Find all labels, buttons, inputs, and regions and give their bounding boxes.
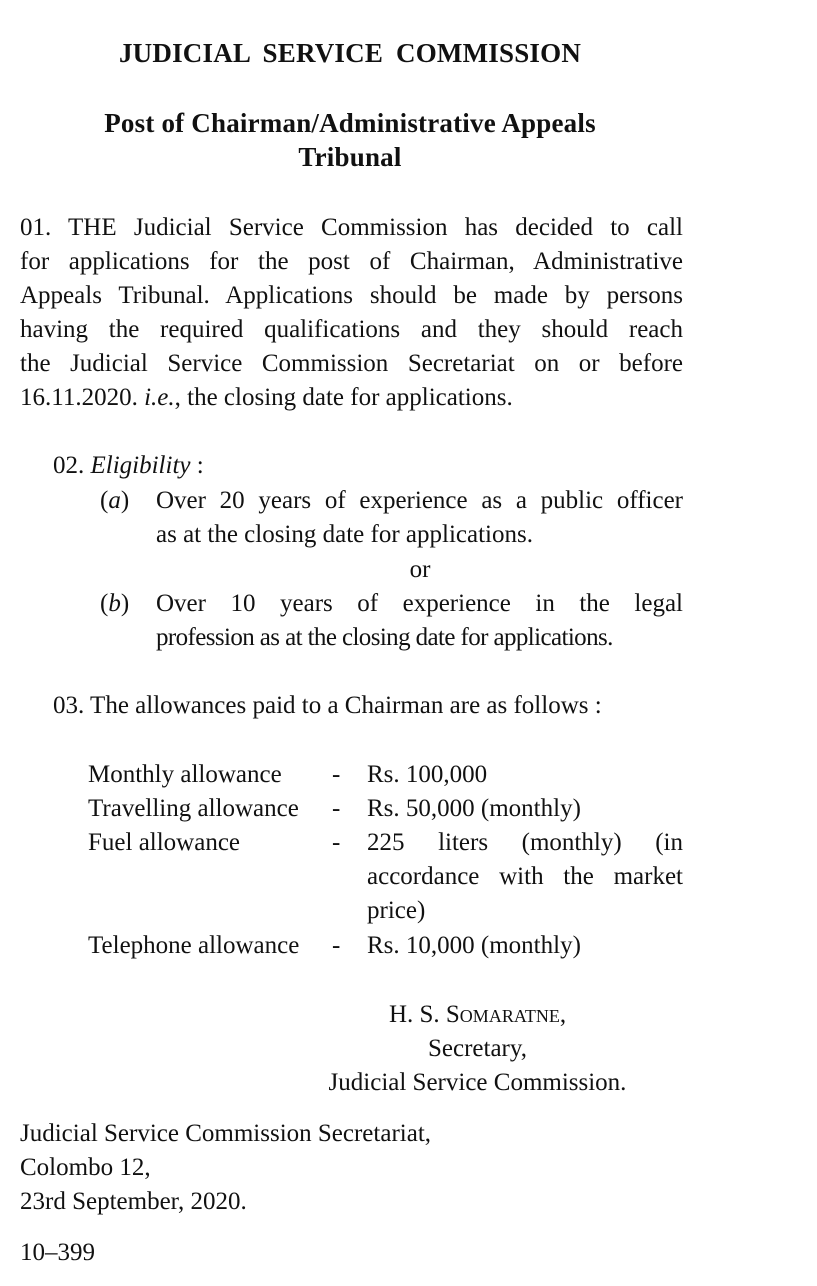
allowance-value-line: Rs. 100,000 (367, 761, 488, 788)
allowance-value-line: price) (367, 897, 426, 924)
post-title-line2: Tribunal (298, 142, 402, 172)
allowance-value-line: 225 liters (monthly) (in (367, 829, 683, 856)
heading-colon: : (190, 452, 204, 479)
allowance-value-line: accordance with the market (367, 863, 683, 890)
notice-date: 23rd September, 2020. (20, 1188, 247, 1215)
eligibility-heading (53, 449, 204, 483)
allowance-dash: - (332, 829, 341, 856)
signatory-initials: H. S. (388, 1001, 446, 1028)
paragraph-01-line: 01. THE Judicial Service Commission has decided to call (20, 214, 683, 241)
paren-close: ) (120, 590, 130, 617)
allowance-value (367, 792, 683, 826)
closing-date: 16.11.2020. (20, 384, 138, 411)
item-letter: b (108, 590, 121, 617)
address-line-1: Judicial Service Commission Secretariat, (20, 1120, 432, 1147)
eligibility-item-b (156, 587, 683, 655)
post-title-line1: Post of Chairman/Administrative Appeals (104, 108, 596, 138)
signatory-title: Secretary, (427, 1035, 527, 1062)
signatory-name (280, 998, 675, 1032)
item-a-line: as at the closing date for applications. (156, 521, 533, 548)
allowance-dash: - (332, 932, 341, 959)
signatory-surname: Somaratne (445, 1001, 560, 1028)
ie-abbrev: i.e. (144, 384, 175, 411)
paren-open: ( (100, 487, 109, 514)
paragraph-01-line: having the required qualifications and they should reach (20, 316, 683, 343)
allowance-dash: - (332, 761, 341, 788)
item-b-line: Over 10 years of experience in the legal (156, 590, 683, 617)
eligibility-label: Eligibility (90, 452, 191, 479)
address-line-2: Colombo 12, (20, 1154, 151, 1181)
eligibility-item-a (156, 484, 683, 552)
or-separator: or (409, 556, 431, 583)
item-a-label (100, 484, 129, 518)
allowance-label: Monthly allowance (88, 761, 282, 788)
item-b-label (100, 587, 129, 621)
allowance-value (367, 826, 683, 928)
allowance-label: Fuel allowance (88, 829, 241, 856)
item-letter: a (108, 487, 121, 514)
paren-close: ) (120, 487, 130, 514)
closing-date-note: , the closing date for applications. (174, 384, 513, 411)
signatory-comma: , (559, 1001, 567, 1028)
section-number: 02. (53, 452, 85, 479)
paragraph-01-line: Appeals Tribunal. Applications should be made by persons (20, 282, 683, 309)
paragraph-01-last-line (20, 381, 683, 415)
item-b-line: profession as at the closing date for applications. (156, 624, 613, 651)
allowance-label: Travelling allowance (88, 795, 299, 822)
allowance-dash: - (332, 795, 341, 822)
paragraph-01-line: the Judicial Service Commission Secretariat on or before (20, 350, 683, 377)
allowance-value (367, 758, 683, 792)
allowance-value-line: Rs. 50,000 (monthly) (367, 795, 581, 822)
organization-heading: JUDICIAL SERVICE COMMISSION (118, 38, 582, 68)
item-a-line: Over 20 years of experience as a public officer (156, 487, 683, 514)
allowance-label: Telephone allowance (88, 932, 300, 959)
paragraph-01 (20, 211, 683, 415)
signatory-organization: Judicial Service Commission. (328, 1069, 627, 1096)
paragraph-01-line: for applications for the post of Chairman, Administrative (20, 248, 683, 275)
allowances-intro: 03. The allowances paid to a Chairman are as follows : (53, 692, 602, 719)
paren-open: ( (100, 590, 109, 617)
reference-number: 10–399 (20, 1239, 95, 1266)
allowance-value (367, 929, 683, 963)
allowance-value-line: Rs. 10,000 (monthly) (367, 932, 581, 959)
